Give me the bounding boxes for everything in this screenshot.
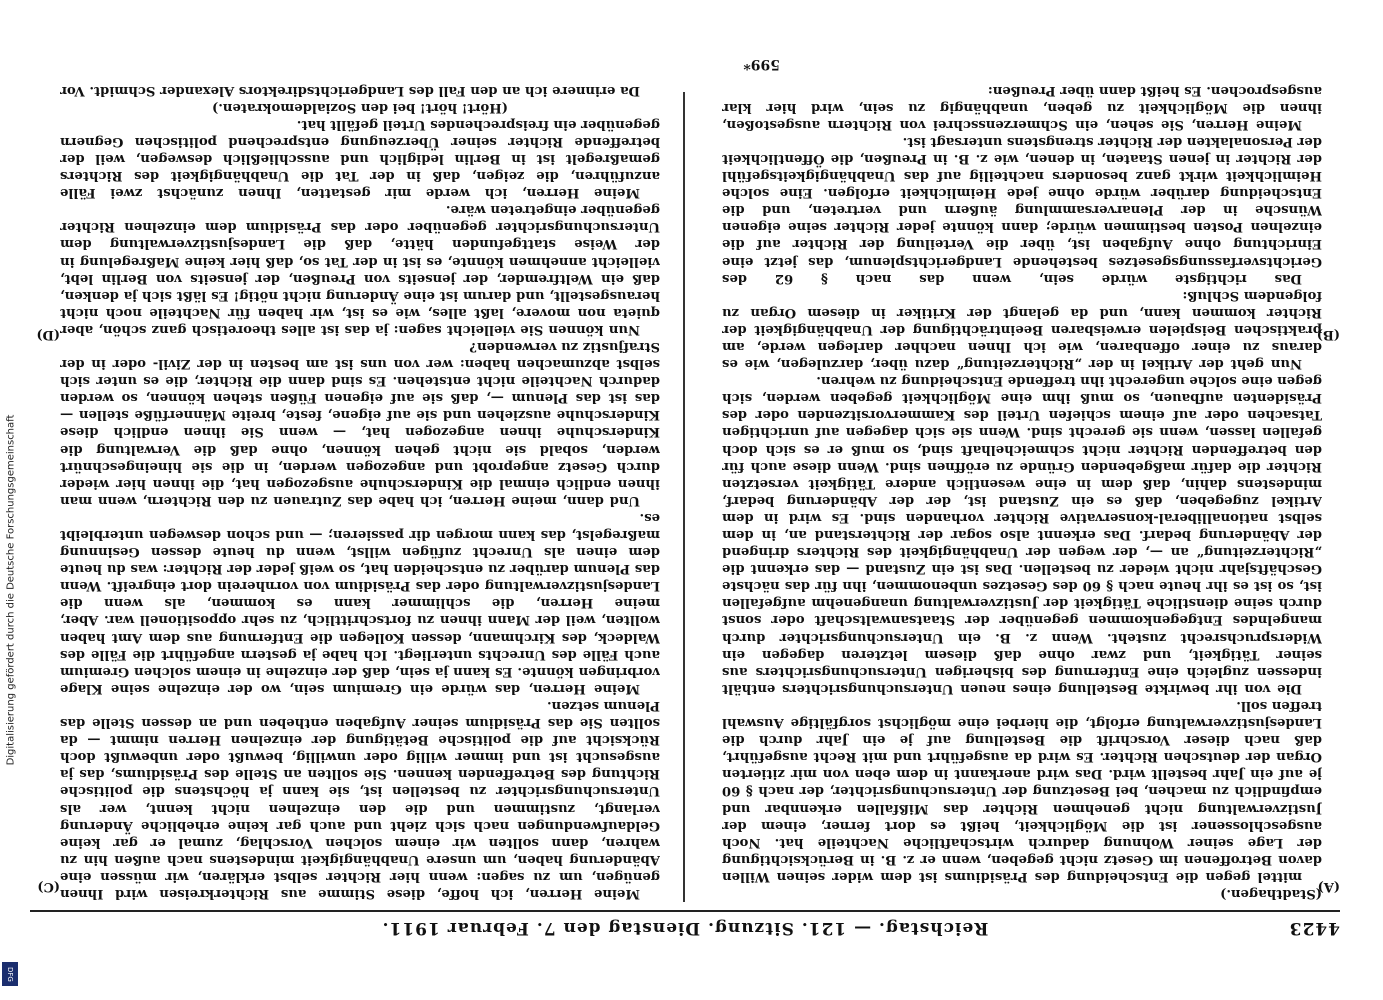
quoted-paragraph: Das richtigste würde sein, wenn das nach § 62 des Gerichtsverfassungsgesetzes bestehende Landgerichtsplenum, das jetzt eine Einrichtung ohne Aufgaben ist, über die Verteilung der Richter auf die einzelnen Posten bestimmen würde; dann könnte jeder Richter seine eigenen Wünsche in der Plenarversammlung äußern und vertreten, und die Entscheidung darüber würde ohne jede Heimlichkeit erfolgen. Eine solche Heimlichkeit wirkt ganz besonders nachteilig auf das Unabhängigkeitsgefühl der Richter in jenen Staaten, in denen, wie z. B. in Preußen, die Öffentlichkeit der Personalakten der Richter strengstens untersagt ist. — [722, 133, 1322, 286]
running-head: Reichstag. — 121. Sitzung. Dienstag den 7. Februar 1911. — [381, 918, 989, 938]
speaker-tag: (Stadthagen.) — [1220, 886, 1322, 901]
paragraph: Nun können Sie vielleicht sagen: ja das ist alles theoretisch ganz schön, aber quieta non movere, laßt alles, wie es ist, wir haben für Nachteile noch nicht herausgestellt, und darum ist eine Änderung nicht nötig! Es läßt sich ja denken, daß ein Weltfremder, der jenseits von Preußen, der jenseits von Berlin lebt, vielleicht annehmen könnte, es ist in der Tat so, daß hier keine Maßregelung in der Weise stattgefunden hätte, daß die Landesjustizverwaltung dem Untersuchungsrichter gegenüber oder das Präsidium dem einzelnen Richter gegenüber eingetreten wäre. — [60, 202, 660, 337]
header-rule — [30, 910, 1340, 912]
paragraph: Und dann, meine Herren, ich habe das Zutrauen zu den Richtern, wenn man ihnen endlich einmal die Kinderschuhe ausgezogen hat, die ihnen hier wieder durch Gesetz angeprobt und angezogen werden, in die sie hineingeschnürt werden, sobald sie nicht gehen können, ohne daß die Verwaltung die Kinderschuhe ihnen angezogen hat, — wenn Sie ihnen endlich diese Kinderschuhe ausziehen und sie auf eigene, feste, breite Männerfüße stellen — das ist das Plenum —, daß sie auf eigenen Füßen stehen können, so werden dadurch Nachteile nicht entstehen. Es sind dann die Richter, die es unter sich selbst abzumachen haben: wer von uns ist am besten in der Zivil- oder in der Strafjustiz zu verwenden? — [60, 339, 660, 508]
newspaper-page — [30, 42, 1340, 942]
margin-mark-c: (C) — [37, 879, 60, 894]
digitization-strip — [0, 0, 22, 1000]
paragraph: Meine Herren, ich werde mir gestatten, Ihnen zunächst zwei Fälle anzuführen, die zeigen, daß in der Tat die Unabhängigkeit des Richters gemaßregelt ist in Berlin lediglich und ausschließlich deswegen, weil der betreffende Richter seiner Überzeugung entsprechend politischen Gegnern gegenüber ein freisprechendes Urteil gefällt hat. — [60, 116, 660, 201]
paragraph: Meine Herren, Sie sehen, ein Schmerzensschrei von Richtern ausgestoßen, ihnen die Möglichkeit zu geben, unabhängig zu sein, wird hier klar ausgesprochen. Es heißt dann über Preußen: — [722, 82, 1322, 132]
margin-mark-d: (D) — [36, 327, 60, 342]
page-number: 4423 — [1288, 918, 1340, 938]
signature-mark: 599* — [743, 56, 780, 72]
interjection: (Hört! hört! bei den Sozialdemokraten.) — [212, 99, 508, 115]
right-column — [60, 82, 660, 902]
paragraph: Meine Herren, das würde ein Gremium sein, wo der einzelne seine Klage vorbringen könnte. Es kann ja sein, daß der einzelne in einem solchen Gremium auch Fälle des Unrechts unterliegt. Ich habe ja gestern angeführt die Fälle des Waldeck, des Kirchmann, dessen Kollegen die Entfernung aus dem Amt haben wollten, weil der Mann ihnen zu fortschrittlich, zu sehr oppositionell war. Aber, meine Herren, die schlimmer kann es kommen, als wenn die Landesjustizverwaltung oder das Präsidium von vornherein dort eingreift. Wenn das Plenum darüber zu entscheiden hat, so weiß jeder der Richter: was du heute dem einen als Unrecht zufügen willst, wenn du heute dessen Gesinnung maßregelst, das kann morgen dir passieren; — und schon deswegen unterbleibt es. — [60, 509, 660, 696]
column-divider — [683, 92, 685, 902]
margin-mark-b: (B) — [1316, 327, 1340, 342]
digitization-note: Digitalisierung gefördert durch die Deutsche Forschungsgemeinschaft — [5, 414, 17, 766]
paragraph: Die von ihr bewirkte Bestellung eines neuen Untersuchungsrichters enthält indessen zugleich eine Entfernung des bisherigen Untersuchungsrichters aus seiner Tätigkeit, und zwar ohne daß diesem letzteren dagegen ein Widerspruchsrecht zusteht. Wenn z. B. ein Untersuchungsrichter durch mangelndes Entgegenkommen gegenüber der Staatsanwaltschaft oder sonst durch seine dienstliche Tätigkeit der Justizverwaltung unangenehm aufgefallen ist, so ist es ihr heute nach § 60 des Gesetzes unbenommen, ihn für das nächste Geschäftsjahr nicht wieder zu bestellen. Das ist ein Zustand — das erkennt die „Richterzeitung“ an —, der wegen der Unabhängigkeit des Richters dringend der Abänderung bedarf. Das erkennt also sogar der Richterstand an, in dem selbst nationalliberal-konservative Richter vorhanden sind. Es wird in dem Artikel zugegeben, daß es ein Zustand ist, der der Abänderung bedarf, mindestens dahin, daß dem in eine wesentlich andere Tätigkeit versetzten Richter die dafür maßgebenden Gründe zu eröffnen sind. Wenn diese auch für den betreffenden Richter nicht schmeichelhaft sind, so muß er es sich doch gefallen lassen, wenn sie gerecht sind. Wenn sie sich dagegen auf unrichtigen Tatsachen oder auf einem schiefen Urteil des Kammervorsitzenden oder des Präsidenten aufbauen, so muß ihm eine Möglichkeit gegeben werden, sich gegen eine solche ungerecht ihn treffende Entscheidung zu wehren. — [722, 373, 1322, 696]
paragraph: Meine Herren, ich hoffe, diese Stimme aus Richterkreisen wird Ihnen genügen, um zu sagen: wenn hier Richter selbst erklären, wir müssen eine Abänderung haben, um unsere Unabhängigkeit mindestens nach außen hin zu wahren, dann sollten wir einem solchen Vorschlag, zumal er gar keine Geldaufwendungen nach sich zieht und auch gar keine erhebliche Änderung verlangt, zustimmen und die den einzelnen nicht kennt, wer als Untersuchungsrichter zu bestellen ist, sie kann ja höchstens die politische Richtung des Betreffenden kennen. Sie sollten an Stelle des Präsidiums, das ja ausgesucht ist und immer willig oder unwillig, bewußt oder unbewußt doch Rücksicht auf die politische Betätigung der einzelnen Herren nimmt — da sollten Sie das Präsidium seiner Aufgaben entheben und an dessen Stelle das Plenum setzen. — [60, 697, 660, 901]
paragraph: Da erinnere ich an den Fall des Landgerichtsdirektors Alexander Schmidt. Vor — [60, 82, 640, 98]
dfg-logo: DFG — [2, 962, 18, 986]
left-column — [722, 82, 1322, 902]
paragraph: mittel gegen die Entscheidung des Präsidiums ist dem wider seinen Willen davon Betroffenen im Gesetz nicht gegeben, wenn er z. B. in Berücksichtigung der Lage seiner Wohnung dadurch wirtschaftliche Nachteile hat. Noch ausgeschlossener ist die Möglichkeit, heißt es dort ferner, einem der Justizverwaltung nicht genehmen Richter das Mißfallen erkennbar und empfindlich zu machen, bei Besetzung der Untersuchungsrichter, der nach § 60 je auf ein Jahr bestellt wird. Das wird anerkannt in dem eben von mir zitierten Organ der deutschen Richter. Es wird da ausgeführt und mit Recht ausgeführt, daß nach dieser Vorschrift die Bestellung auf je ein Jahr durch die Landesjustizverwaltung erfolgt, die hierbei eine möglichst sorgfältige Auswahl treffen soll. — [722, 697, 1322, 884]
page-header — [30, 912, 1340, 942]
margin-mark-a: (A) — [1317, 879, 1340, 894]
paragraph: Nun geht der Artikel in der „Richterzeitung“ dazu über, darzulegen, wie es daraus zu einer offenbaren, wie ich Ihnen nachher darlegen werde, am praktischen Beispielen erweisbaren Beeinträchtigung der Unabhängigkeit der Richter kommen kann, und da gelangt der Kritiker in diesem Organ zu folgendem Schluß: — [722, 287, 1322, 372]
